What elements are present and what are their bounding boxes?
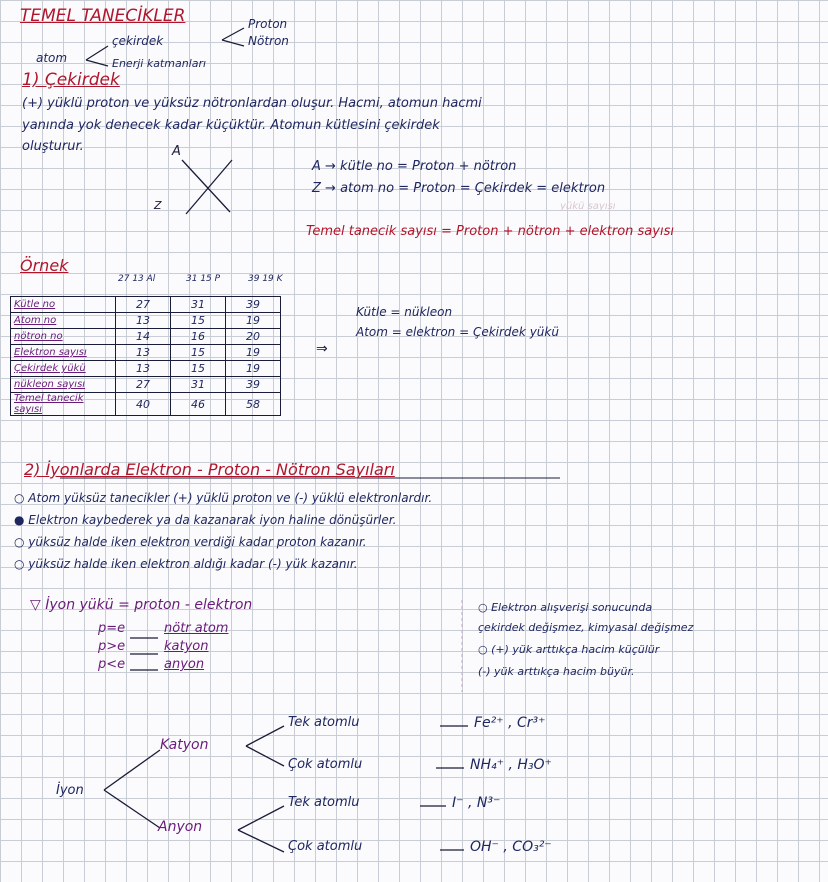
bullet-3: ○ yüksüz halde iken elektron verdiği kadar proton kazanır. <box>14 535 367 549</box>
table-cell: 31 <box>171 297 226 313</box>
table-row <box>11 329 281 345</box>
branch-4-kind: Çok atomlu <box>288 839 363 854</box>
note-atom: Atom = elektron = Çekirdek yükü <box>356 325 559 339</box>
case-1-cond: p=e <box>98 621 126 636</box>
header-al: 27 13 Al <box>118 274 156 284</box>
table-cell: 13 <box>116 345 171 361</box>
table-cell: 13 <box>116 313 171 329</box>
table-row <box>11 345 281 361</box>
table-cell: 19 <box>226 345 281 361</box>
tree-katyon: Katyon <box>160 737 209 753</box>
table-cell: 15 <box>171 345 226 361</box>
table-cell: 16 <box>171 329 226 345</box>
bullet-4: ○ yüksüz halde iken elektron aldığı kadar (-) yük kazanır. <box>14 557 358 571</box>
example-title: Örnek <box>20 256 69 275</box>
section1-title: 1) Çekirdek <box>22 70 120 90</box>
symbol-z: Z <box>154 199 162 212</box>
right-note-1: ○ Elektron alışverişi sonucunda <box>478 601 653 614</box>
row-label: nötron no <box>11 329 116 345</box>
label-proton: Proton <box>248 17 288 31</box>
formula-atom: Z → atom no = Proton = Çekirdek = elektron <box>312 181 606 196</box>
table-cell: 20 <box>226 329 281 345</box>
table-cell: 31 <box>171 377 226 393</box>
table-row <box>11 393 281 416</box>
table-cell: 14 <box>116 329 171 345</box>
implies-arrow: ⇒ <box>316 341 328 357</box>
row-label: Çekirdek yükü <box>11 361 116 377</box>
row-label: nükleon sayısı <box>11 377 116 393</box>
branch-2-examples: NH₄⁺ , H₃O⁺ <box>470 757 552 773</box>
label-atom: atom <box>36 51 68 65</box>
header-k: 39 19 K <box>248 274 283 284</box>
note-kutle: Kütle = nükleon <box>356 305 453 319</box>
table-cell: 58 <box>226 393 281 416</box>
section1-line-2: yanında yok denecek kadar küçüktür. Atomun kütlesini çekirdek <box>22 118 440 133</box>
case-1-result: nötr atom <box>164 621 229 636</box>
branch-4-examples: OH⁻ , CO₃²⁻ <box>470 839 552 855</box>
branch-2-kind: Çok atomlu <box>288 757 363 772</box>
table-cell: 13 <box>116 361 171 377</box>
temel-tanecik: Temel tanecik sayısı = Proton + nötron + elektron sayısı <box>306 224 674 239</box>
label-notron: Nötron <box>248 34 289 48</box>
tree-anyon: Anyon <box>158 819 203 835</box>
table-row <box>11 297 281 313</box>
section2-title: 2) İyonlarda Elektron - Proton - Nötron Sayıları <box>24 460 395 479</box>
row-label: Temel tanecik sayısı <box>11 393 116 416</box>
label-cekirdek: çekirdek <box>112 34 164 48</box>
table-row <box>11 361 281 377</box>
table-cell: 15 <box>171 361 226 377</box>
iyon-formula: ▽ İyon yükü = proton - elektron <box>30 597 253 613</box>
label-enerji: Enerji katmanları <box>112 57 207 70</box>
right-note-2: çekirdek değişmez, kimyasal değişmez <box>478 621 694 634</box>
bullet-1: ○ Atom yüksüz tanecikler (+) yüklü proton ve (-) yüklü elektronlardır. <box>14 491 433 505</box>
branch-1-examples: Fe²⁺ , Cr³⁺ <box>474 715 546 731</box>
section1-line-1: (+) yüklü proton ve yüksüz nötronlardan oluşur. Hacmi, atomun hacmi <box>22 96 482 111</box>
branch-3-examples: I⁻ , N³⁻ <box>452 795 501 811</box>
formula-sub: yükü sayısı <box>560 201 616 212</box>
example-table <box>10 296 281 416</box>
table-cell: 19 <box>226 313 281 329</box>
bullet-2: ● Elektron kaybederek ya da kazanarak iyon haline dönüşürler. <box>14 513 397 527</box>
case-3-result: anyon <box>164 657 205 672</box>
page-title: TEMEL TANECİKLER <box>20 6 186 26</box>
table-cell: 39 <box>226 377 281 393</box>
branch-1-kind: Tek atomlu <box>288 715 360 730</box>
branch-3-kind: Tek atomlu <box>288 795 360 810</box>
tree-iyon: İyon <box>56 783 84 798</box>
table-cell: 19 <box>226 361 281 377</box>
table-row <box>11 313 281 329</box>
row-label: Atom no <box>11 313 116 329</box>
header-p: 31 15 P <box>186 274 221 284</box>
table-cell: 27 <box>116 297 171 313</box>
right-note-3: ○ (+) yük arttıkça hacim küçülür <box>478 643 660 656</box>
table-cell: 39 <box>226 297 281 313</box>
case-2-result: katyon <box>164 639 209 654</box>
right-note-4: (-) yük arttıkça hacim büyür. <box>478 665 635 678</box>
row-label: Elektron sayısı <box>11 345 116 361</box>
row-label: Kütle no <box>11 297 116 313</box>
table-cell: 15 <box>171 313 226 329</box>
symbol-a: A <box>172 144 181 159</box>
table-row <box>11 377 281 393</box>
table-cell: 40 <box>116 393 171 416</box>
table-cell: 46 <box>171 393 226 416</box>
section1-line-3: oluşturur. <box>22 139 84 154</box>
table-cell: 27 <box>116 377 171 393</box>
formula-kutle: A → kütle no = Proton + nötron <box>312 159 517 174</box>
case-3-cond: p<e <box>98 657 126 672</box>
case-2-cond: p>e <box>98 639 126 654</box>
